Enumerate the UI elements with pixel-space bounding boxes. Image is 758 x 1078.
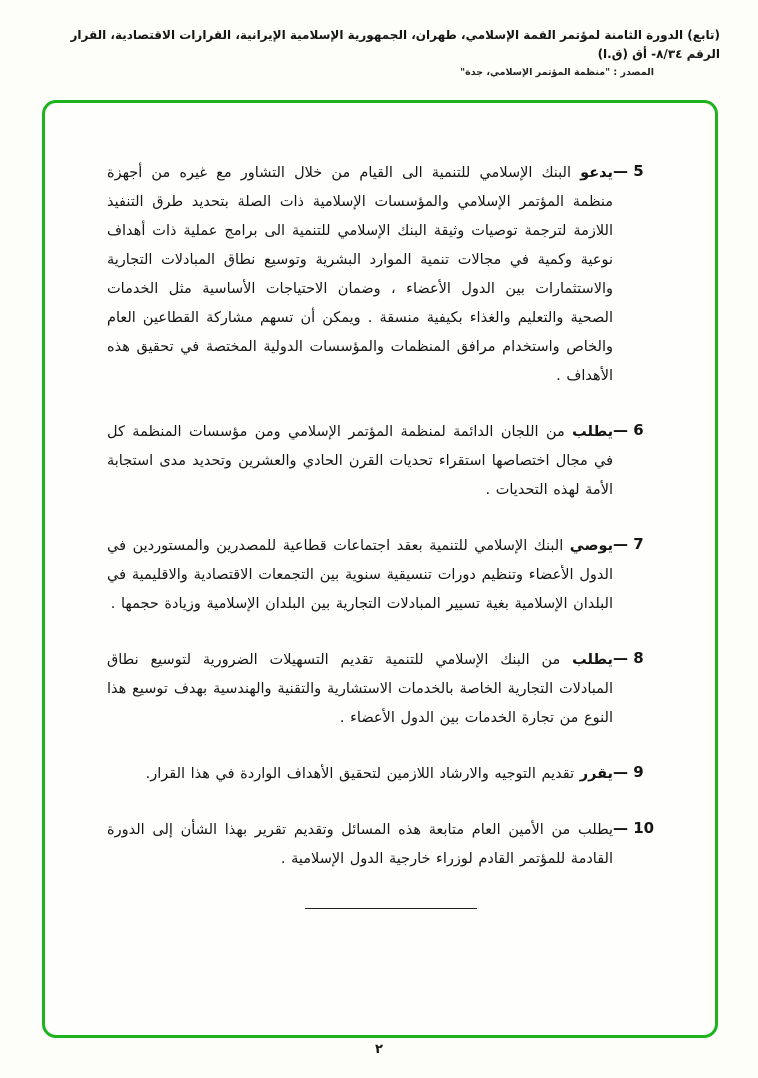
item-body-text: البنك الإسلامي للتنمية الى القيام من خلال التشاور مع غيره من أجهزة منظمة المؤتمر الإسلامي والمؤسسات الإسلامية ذات الصلة بتحديد طرق التنفيذ اللازمة لترجمة توصيات وثيقة البنك الإسلامي للتنمية الى برامج عملية ذات أهداف نوعية وكمية في مجالات تنمية الموارد البشرية وتوسيع نطاق المبادلات التجارية والاستثمارات بين الدول الأعضاء ، وضمان الاحتياجات الأساسية مثل الخدمات الصحية والتعليم والغذاء بكيفية منسقة . ويمكن أن تسهم مشاركة القطاعين العام والخاص واستخدام مرافق المنظمات والمؤسسات الدولية المختصة في تحقيق هذه الأهداف . [107,165,613,384]
item-lead-word: يطلب [572,424,614,440]
item-body-text: من الأمين العام متابعة هذه المسائل وتقديم تقرير بهذا الشأن إلى الدورة القادمة للمؤتمر القادم لوزراء خارجية الدول الإسلامية . [107,822,613,867]
green-border-frame [42,100,718,1038]
header-title-line: (تابع) الدورة الثامنة لمؤتمر القمة الإسلامي، طهران، الجمهورية الإسلامية الإيرانية، القرارات الاقتصادية، القرار الرقم ٨/٣٤- أق (ق.ا) [70,28,720,62]
item-text-7 [107,532,613,619]
item-lead-word: يدعو [580,165,613,181]
item-number-7: — 7 [613,535,644,553]
item-text-10 [107,816,613,874]
item-lead-word: يقرر [579,766,613,782]
item-body-text: البنك الإسلامي للتنمية بعقد اجتماعات قطاعية للمصدرين والمستوردين في الدول الأعضاء وتنظيم دورات تنسيقية سنوية بين التجمعات الاقتصادية والاقليمية في البلدان الإسلامية بغية تسيير المبادلات التجارية بين البلدان الإسلامية وزيادة حجمها . [107,538,613,612]
item-text-5 [107,159,613,391]
item-number-10: — 10 [613,819,655,837]
item-lead-word: يطلب [572,652,613,668]
item-text-6 [107,418,613,505]
item-body-text: من اللجان الدائمة لمنظمة المؤتمر الإسلامي ومن مؤسسات المنظمة كل في مجال اختصاصها استقراء تحديات القرن الحادي والعشرين وتحديد مدى استجابة الأمة لهذه التحديات . [107,424,613,498]
item-number-6: — 6 [613,421,644,439]
item-number-5: — 5 [613,162,644,180]
resolution-item-5 [107,159,659,391]
resolution-item-7 [107,532,659,619]
item-lead-word: يطلب [578,822,613,838]
item-body-text: من البنك الإسلامي للتنمية تقديم التسهيلات الضرورية لتوسيع نطاق المبادلات التجارية الخاصة بالخدمات الاستشارية والتقنية والهندسية بهدف توسيع هذا النوع من تجارة الخدمات بين الدول الأعضاء . [107,652,613,726]
header-source-line: المصدر : "منظمة المؤتمر الإسلامي، جدة" [460,67,654,79]
item-text-9 [107,760,613,789]
page-number: ٢ [375,1042,383,1057]
item-body-text: تقديم التوجيه والارشاد اللازمين لتحقيق الأهداف الواردة في هذا القرار. [145,766,575,782]
item-lead-word: يوصي [569,538,614,554]
item-number-8: — 8 [613,649,644,667]
document-header [38,26,720,78]
resolution-item-9 [107,760,659,789]
resolution-item-8 [107,646,659,733]
item-text-8 [107,646,613,733]
resolution-item-10 [107,816,659,874]
separator-line [305,908,477,909]
item-number-9: — 9 [613,763,644,781]
resolution-body [107,159,659,909]
resolution-item-6 [107,418,659,505]
